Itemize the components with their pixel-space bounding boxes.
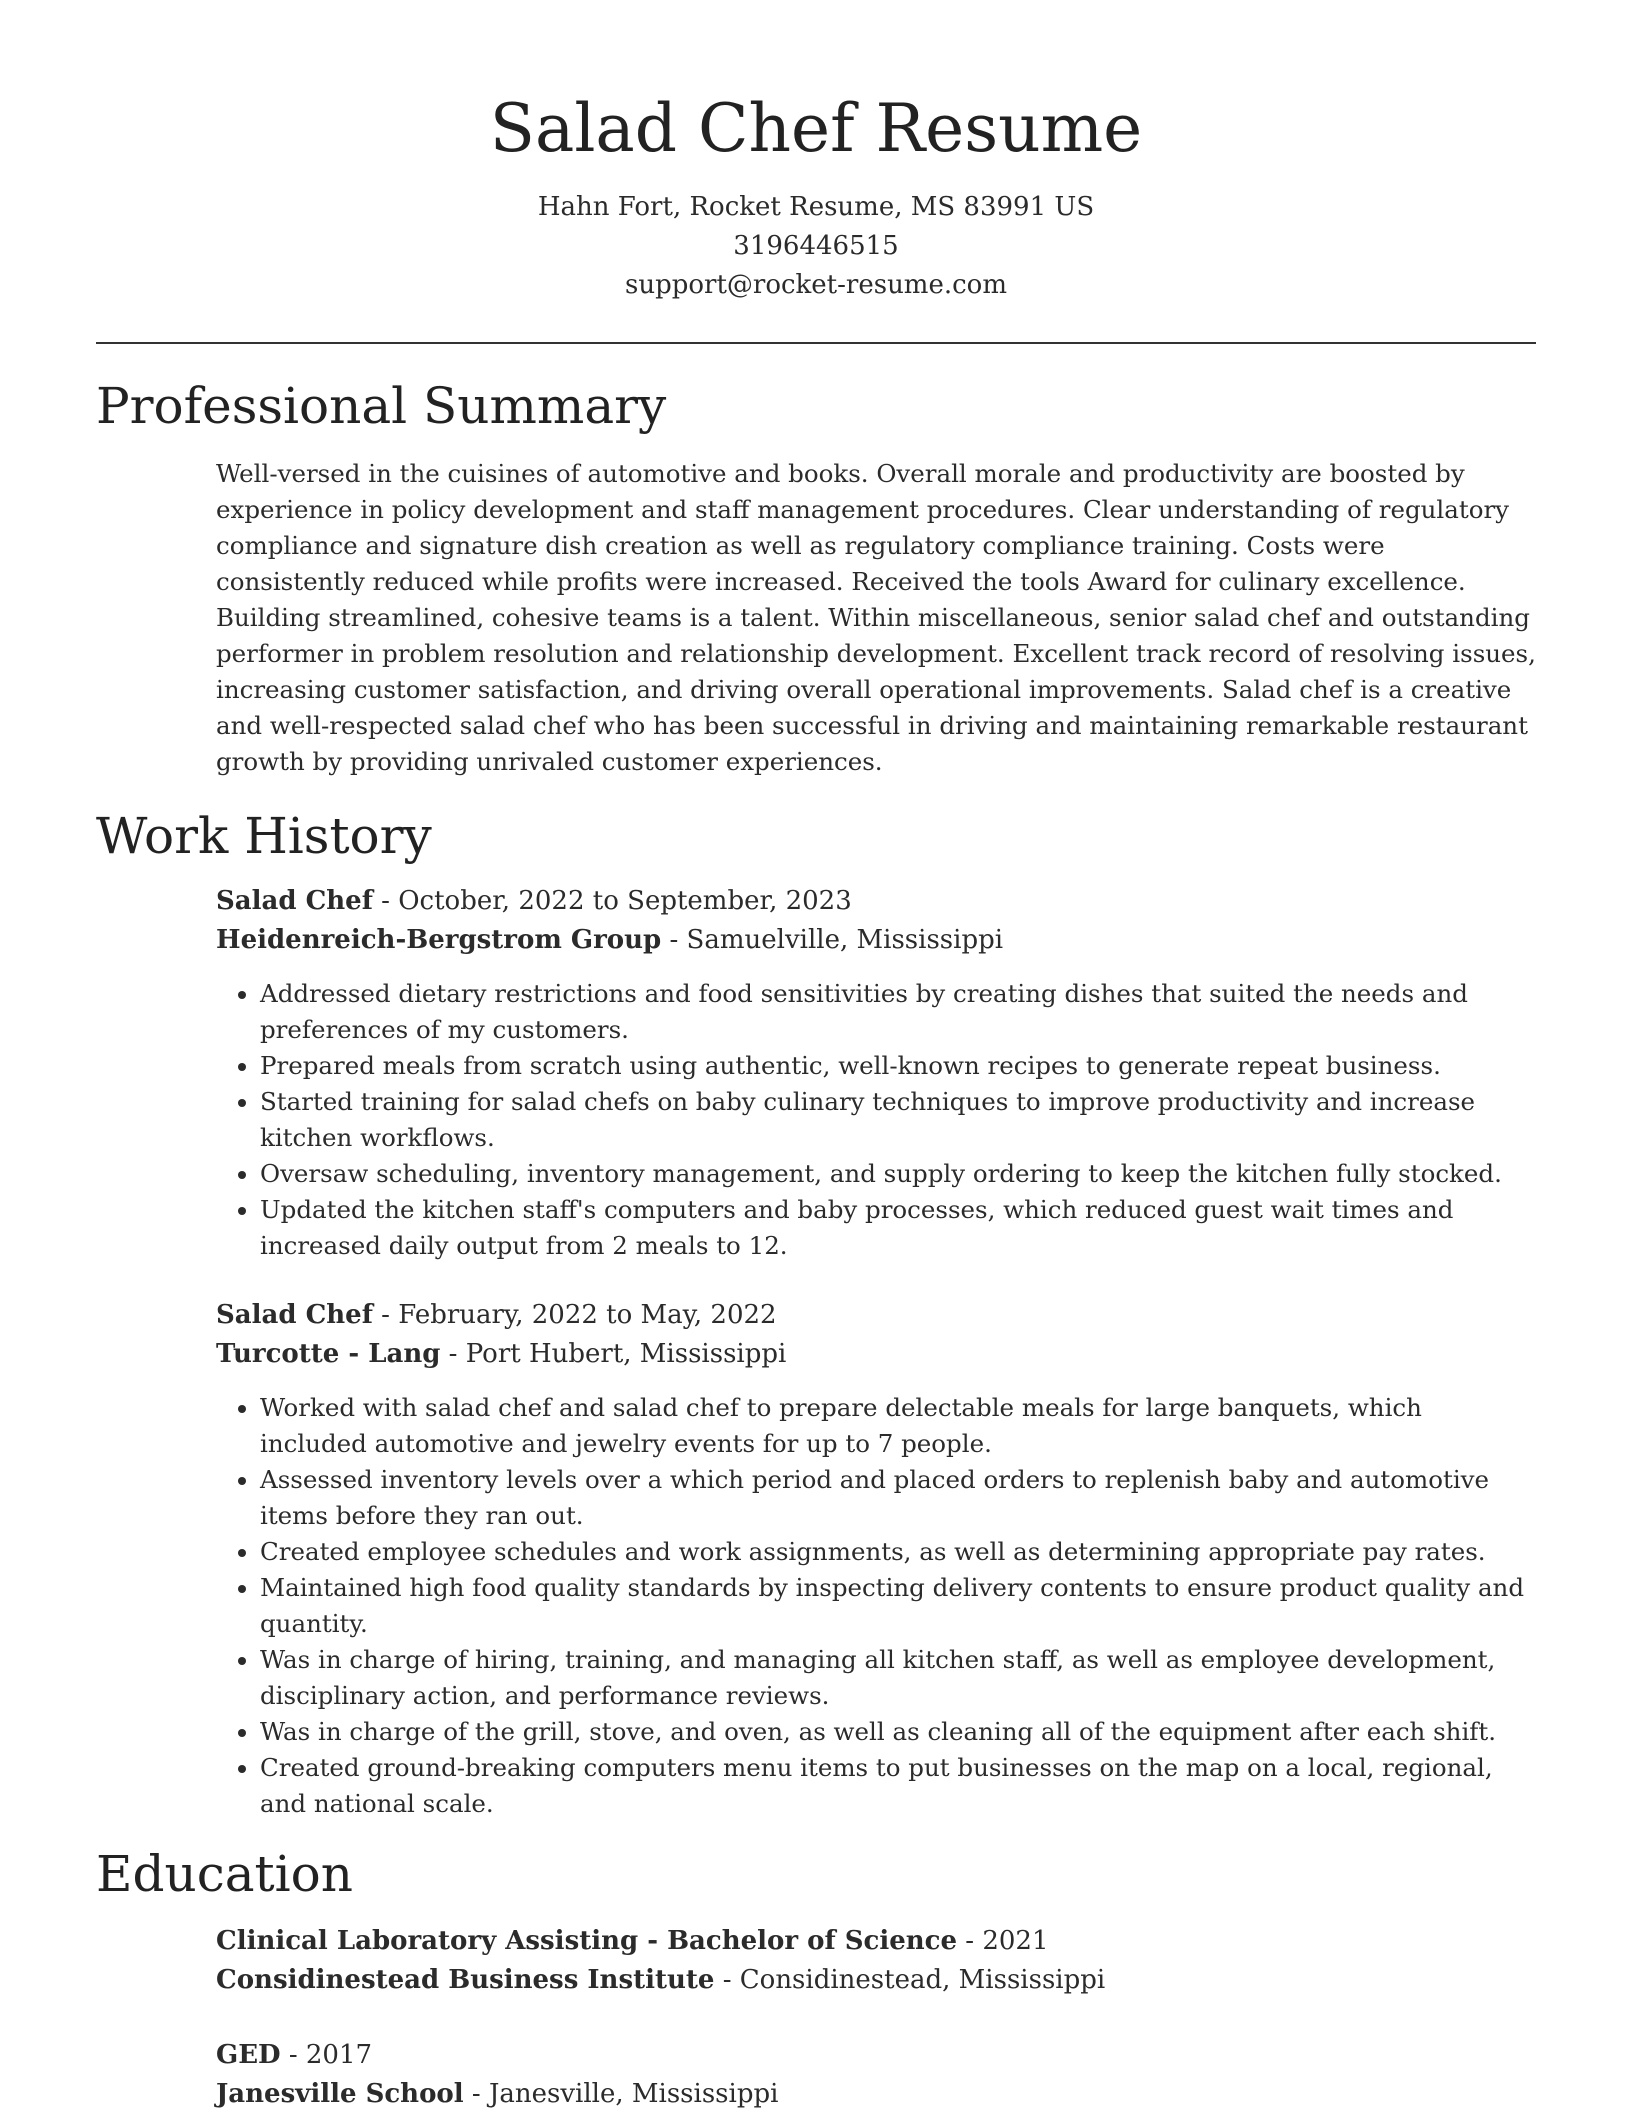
job-company-line bbox=[216, 921, 1536, 960]
list-item: • Worked with salad chef and salad chef to prepare delectable meals for large banquets, which included automotive and jewelry events for up to 7 people. bbox=[260, 1390, 1536, 1462]
job-bullets bbox=[216, 1390, 1536, 1822]
job-entry bbox=[216, 882, 1536, 1264]
education-school: Janesville School bbox=[216, 2079, 464, 2109]
resume-header bbox=[96, 0, 1536, 305]
job-role-line bbox=[216, 882, 1536, 921]
contact-phone: 3196446515 bbox=[733, 231, 899, 261]
education-location: - Considinestead, Mississippi bbox=[714, 1965, 1106, 1995]
list-item: • Was in charge of the grill, stove, and oven, as well as cleaning all of the equipment after each shift. bbox=[260, 1714, 1536, 1750]
job-role: Salad Chef bbox=[216, 886, 373, 916]
education-degree-line bbox=[216, 1922, 1536, 1961]
education-location: - Janesville, Mississippi bbox=[463, 2079, 779, 2109]
job-location: - Samuelville, Mississippi bbox=[661, 925, 1004, 955]
education-school: Considinestead Business Institute bbox=[216, 1965, 715, 1995]
list-item: • Maintained high food quality standards by inspecting delivery contents to ensure product quality and quantity. bbox=[260, 1570, 1536, 1642]
job-company: Heidenreich-Bergstrom Group bbox=[216, 925, 662, 955]
summary-text: Well-versed in the cuisines of automotive and books. Overall morale and productivity are boosted by experience in policy development and staff management procedures. Clear understanding of regulatory compliance and signature dish creation as well as regulatory compliance training. Costs were consistently reduced while profits were increased. Received the tools Award for culinary excellence. Building streamlined, cohesive teams is a talent. Within miscellaneous, senior salad chef and outstanding performer in problem resolution and relationship development. Excellent track record of resolving issues, increasing customer satisfaction, and driving overall operational improvements. Salad chef is a creative and well-respected salad chef who has been successful in driving and maintaining remarkable restaurant growth by providing unrivaled customer experiences. bbox=[216, 459, 1536, 776]
list-item: • Updated the kitchen staff's computers and baby processes, which reduced guest wait times and increased daily output from 2 meals to 12. bbox=[260, 1192, 1536, 1264]
education-year: - 2021 bbox=[957, 1926, 1049, 1956]
education-entry bbox=[216, 1922, 1536, 2000]
work-history-heading: Work History bbox=[96, 807, 432, 865]
summary-heading: Professional Summary bbox=[96, 377, 667, 435]
job-bullets bbox=[216, 976, 1536, 1264]
list-item: • Addressed dietary restrictions and food sensitivities by creating dishes that suited the needs and preferences of my customers. bbox=[260, 976, 1536, 1048]
contact-address: Hahn Fort, Rocket Resume, MS 83991 US bbox=[537, 192, 1095, 222]
job-location: - Port Hubert, Mississippi bbox=[440, 1339, 787, 1369]
list-item: • Created ground-breaking computers menu items to put businesses on the map on a local, regional, and national scale. bbox=[260, 1750, 1536, 1822]
education-heading: Education bbox=[96, 1845, 353, 1903]
resume-page bbox=[96, 0, 1536, 2114]
job-entry bbox=[216, 1296, 1536, 1822]
job-company: Turcotte - Lang bbox=[216, 1339, 441, 1369]
education-degree: Clinical Laboratory Assisting - Bachelor of Science bbox=[216, 1926, 958, 1956]
job-role: Salad Chef bbox=[216, 1300, 373, 1330]
list-item: • Assessed inventory levels over a which period and placed orders to replenish baby and automotive items before they ran out. bbox=[260, 1462, 1536, 1534]
contact-email: support@rocket-resume.com bbox=[624, 270, 1007, 300]
education-entry bbox=[216, 2036, 1536, 2114]
education-school-line bbox=[216, 2075, 1536, 2114]
list-item: • Started training for salad chefs on baby culinary techniques to improve productivity and increase kitchen workflows. bbox=[260, 1084, 1536, 1156]
work-history-list bbox=[216, 882, 1536, 1822]
education-school-line bbox=[216, 1961, 1536, 2000]
resume-title: Salad Chef Resume bbox=[489, 90, 1143, 167]
education-year: - 2017 bbox=[280, 2040, 373, 2070]
list-item: • Oversaw scheduling, inventory management, and supply ordering to keep the kitchen fully stocked. bbox=[260, 1156, 1536, 1192]
list-item: • Was in charge of hiring, training, and managing all kitchen staff, as well as employee development, disciplinary action, and performance reviews. bbox=[260, 1642, 1536, 1714]
job-company-line bbox=[216, 1335, 1536, 1374]
list-item: • Prepared meals from scratch using authentic, well-known recipes to generate repeat business. bbox=[260, 1048, 1536, 1084]
list-item: • Created employee schedules and work assignments, as well as determining appropriate pay rates. bbox=[260, 1534, 1536, 1570]
job-dates: - October, 2022 to September, 2023 bbox=[372, 886, 852, 916]
job-role-line bbox=[216, 1296, 1536, 1335]
education-degree: GED bbox=[216, 2040, 281, 2070]
education-degree-line bbox=[216, 2036, 1536, 2075]
header-divider bbox=[96, 342, 1536, 344]
job-dates: - February, 2022 to May, 2022 bbox=[372, 1300, 777, 1330]
education-list bbox=[216, 1922, 1536, 2114]
